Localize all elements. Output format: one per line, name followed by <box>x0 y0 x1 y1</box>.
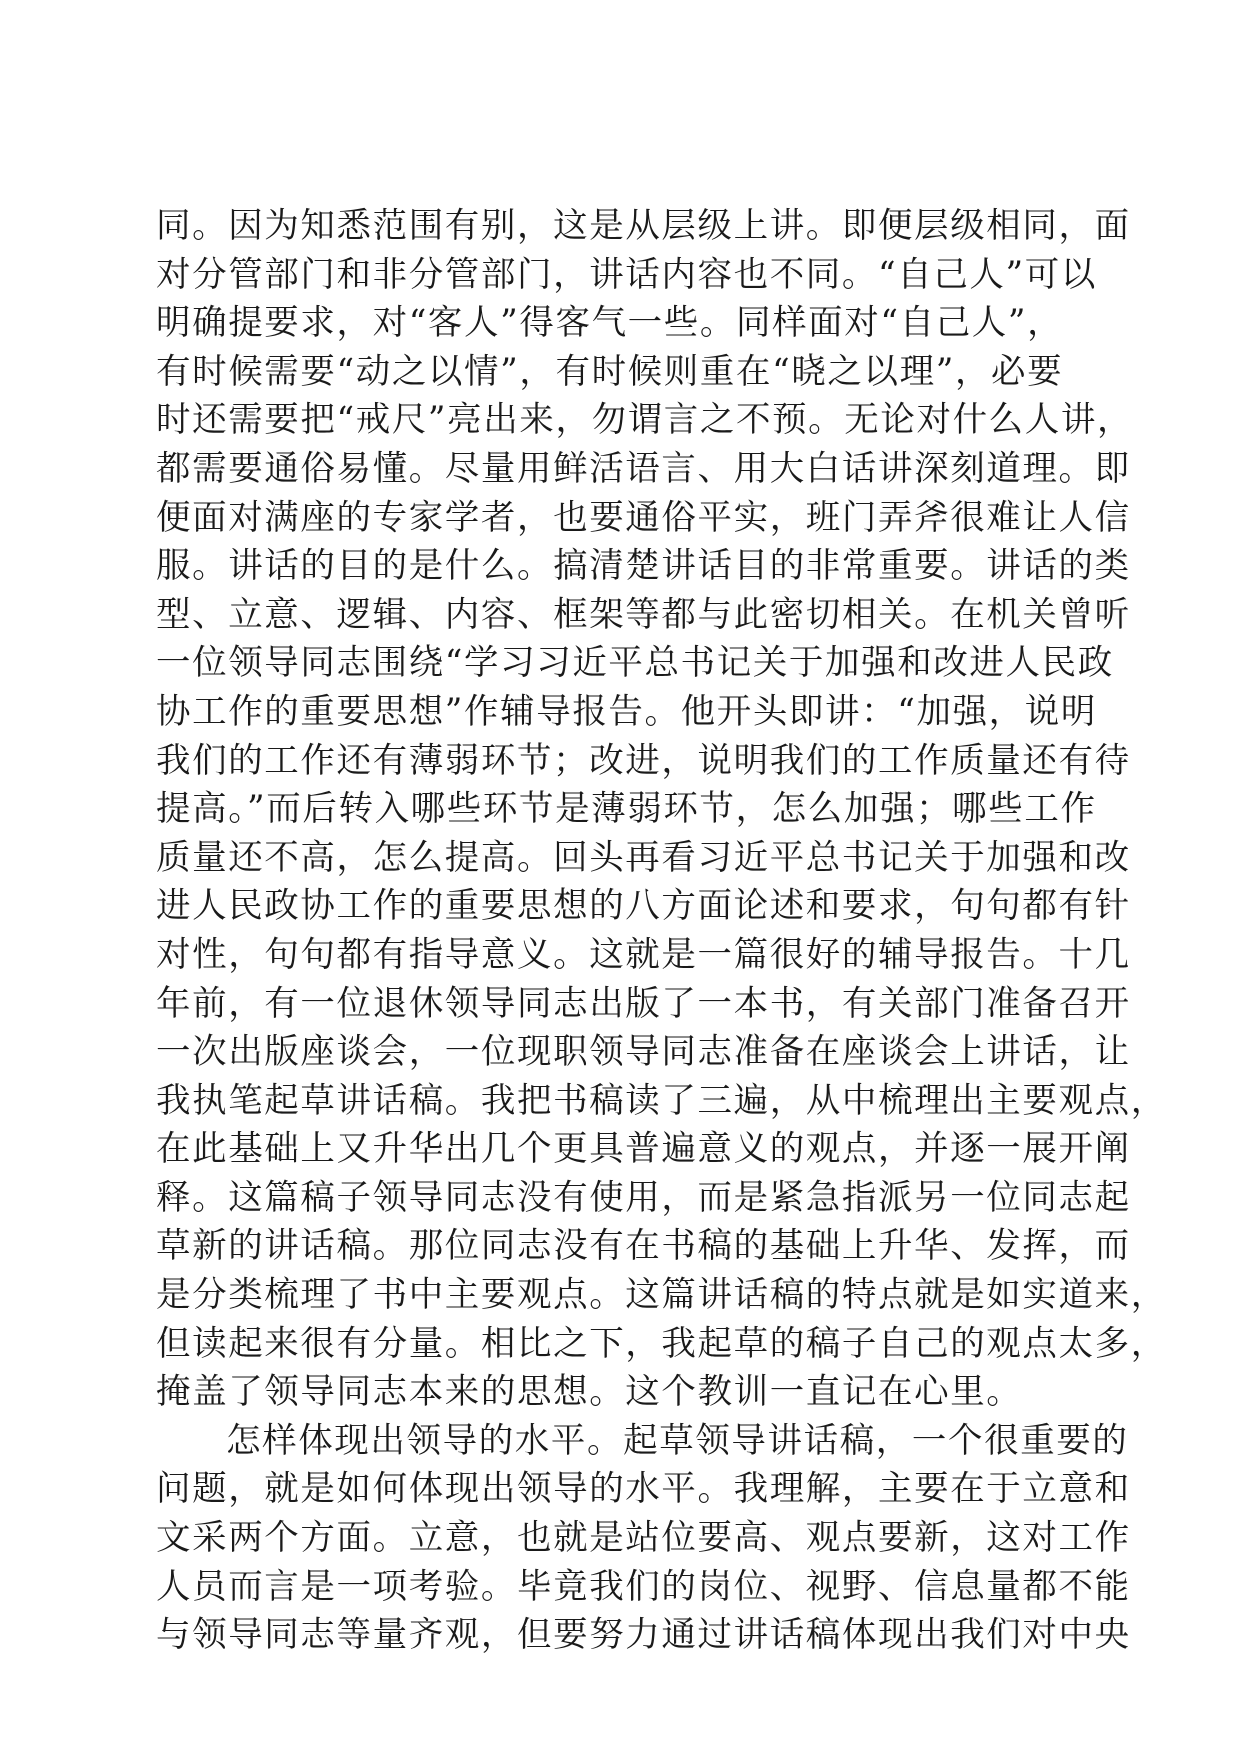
text-line: 问题，就是如何体现出领导的水平。我理解，主要在于立意和 <box>156 1469 1131 1510</box>
text-line: 提高。”而后转入哪些环节是薄弱环节，怎么加强；哪些工作 <box>156 789 1097 830</box>
text-line: 明确提要求，对“客人”得客气一些。同样面对“自己人”， <box>156 303 1064 344</box>
text-line: 同。因为知悉范围有别，这是从层级上讲。即便层级相同，面 <box>156 206 1131 246</box>
text-line: 一位领导同志围绕“学习习近平总书记关于加强和改进人民政 <box>156 643 1114 684</box>
text-line: 一次出版座谈会，一位现职领导同志准备在座谈会上讲话，让 <box>156 1032 1131 1073</box>
text-line: 对性，句句都有指导意义。这就是一篇很好的辅导报告。十几 <box>156 934 1131 975</box>
text-line: 协工作的重要思想”作辅导报告。他开头即讲：“加强，说明 <box>156 691 1097 732</box>
text-line: 人员而言是一项考验。毕竟我们的岗位、视野、信息量都不能 <box>156 1566 1131 1607</box>
text-line: 掩盖了领导同志本来的思想。这个教训一直记在心里。 <box>156 1372 1023 1413</box>
text-line: 我执笔起草讲话稿。我把书稿读了三遍，从中梳理出主要观点， <box>156 1080 1167 1121</box>
text-line: 都需要通俗易懂。尽量用鲜活语言、用大白话讲深刻道理。即 <box>156 448 1131 489</box>
text-line: 与领导同志等量齐观，但要努力通过讲话稿体现出我们对中央 <box>156 1615 1131 1656</box>
text-line: 对分管部门和非分管部门，讲话内容也不同。“自己人”可以 <box>156 254 1097 295</box>
text-line: 在此基础上又升华出几个更具普遍意义的观点，并逐一展开阐 <box>156 1129 1131 1170</box>
text-line: 文采两个方面。立意，也就是站位要高、观点要新，这对工作 <box>156 1518 1131 1559</box>
text-line: 服。讲话的目的是什么。搞清楚讲话目的非常重要。讲话的类 <box>156 546 1131 587</box>
text-line: 进人民政协工作的重要思想的八方面论述和要求，句句都有针 <box>156 886 1131 927</box>
text-line: 释。这篇稿子领导同志没有使用，而是紧急指派另一位同志起 <box>156 1177 1131 1218</box>
text-line: 是分类梳理了书中主要观点。这篇讲话稿的特点就是如实道来， <box>156 1275 1167 1316</box>
text-line: 草新的讲话稿。那位同志没有在书稿的基础上升华、发挥，而 <box>156 1226 1131 1267</box>
text-line: 质量还不高，怎么提高。回头再看习近平总书记关于加强和改 <box>156 837 1131 878</box>
paragraph-start-line: 怎样体现出领导的水平。起草领导讲话稿，一个很重要的 <box>226 1420 1129 1461</box>
body-text <box>156 202 1167 1660</box>
text-line: 有时候需要“动之以情”，有时候则重在“晓之以理”，必要 <box>156 351 1064 392</box>
text-line: 年前，有一位退休领导同志出版了一本书，有关部门准备召开 <box>156 983 1131 1024</box>
text-line: 但读起来很有分量。相比之下，我起草的稿子自己的观点太多， <box>156 1323 1167 1364</box>
text-line: 便面对满座的专家学者，也要通俗平实，班门弄斧很难让人信 <box>156 497 1131 538</box>
text-line: 时还需要把“戒尺”亮出来，勿谓言之不预。无论对什么人讲， <box>156 400 1134 441</box>
text-line: 我们的工作还有薄弱环节；改进，说明我们的工作质量还有待 <box>156 740 1131 781</box>
text-line: 型、立意、逻辑、内容、框架等都与此密切相关。在机关曾听 <box>156 594 1131 635</box>
